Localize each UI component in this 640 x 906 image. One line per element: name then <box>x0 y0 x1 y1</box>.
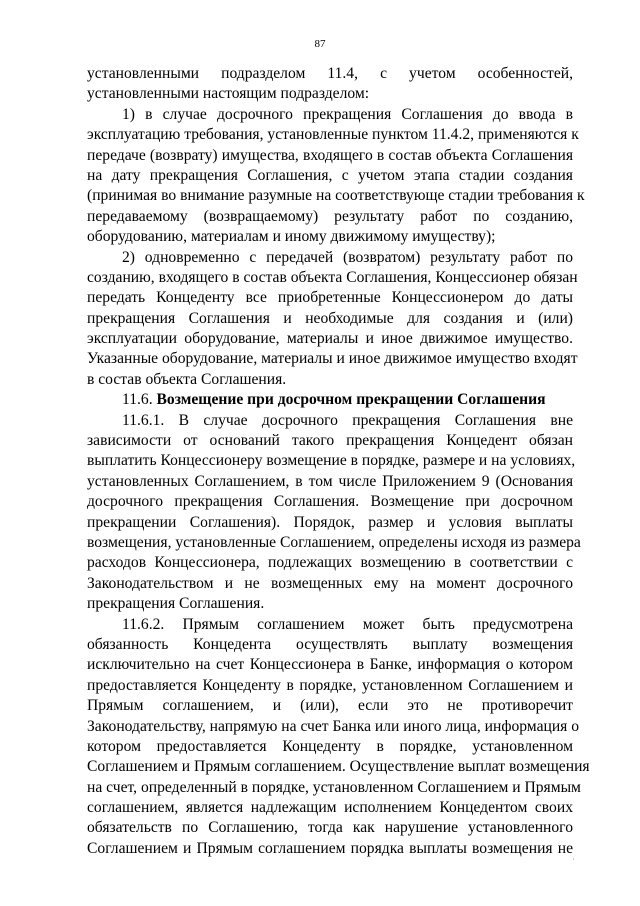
section-number: 11.6. <box>122 391 153 409</box>
text-line: эксплуатацию требования, установленные пунктом 11.4.2, применяются к <box>87 126 579 144</box>
document-body <box>87 64 590 859</box>
text-line: в состав объекта Соглашения. <box>87 370 287 388</box>
text-line: прекращении Соглашения). Порядок, размер и условия выплаты <box>87 513 573 531</box>
text-line: прекращения Соглашения и необходимые для создания и (или) <box>87 309 573 327</box>
text-line: досрочного прекращения Соглашения. Возмещение при досрочном <box>87 493 573 511</box>
text-line: исключительно на счет Концессионера в Банке, информация о котором <box>87 656 573 674</box>
text-line: Прямым соглашением, и (или), если это не противоречит <box>87 697 573 715</box>
text-line: эксплуатации оборудование, материалы и иное движимое имущество. <box>87 330 573 348</box>
text-line: Соглашением и Прямым соглашением. Осуществление выплат возмещения <box>87 758 590 776</box>
section-heading <box>87 390 573 410</box>
page-number: 87 <box>314 38 326 50</box>
text-line: передать Концеденту все приобретенные Концессионером до даты <box>87 289 573 307</box>
scan-mark: · <box>572 855 575 864</box>
text-line: предоставляется Концеденту в порядке, установленном Соглашением и <box>87 676 573 694</box>
text-line: созданию, входящего в состав объекта Соглашения, Концессионер обязан <box>87 268 578 286</box>
text-line: на счет, определенный в порядке, установленном Соглашением и Прямым <box>87 778 581 796</box>
text-line: расходов Концессионера, подлежащих возмещению в соответствии с <box>87 554 573 572</box>
text-line: (принимая во внимание разумные на соответствующе стадии требования к <box>87 187 585 205</box>
text-line: Законодательству, напрямую на счет Банка или иного лица, информация о <box>87 717 580 735</box>
text-line: прекращения Соглашения. <box>87 595 265 613</box>
section-title: Возмещение при досрочном прекращении Соглашения <box>156 391 546 409</box>
text-line: передаче (возврату) имущества, входящего в состав объекта Соглашения <box>87 146 573 164</box>
text-line: зависимости от оснований такого прекращения Концедент обязан <box>87 432 573 450</box>
text-line: 11.6.2. Прямым соглашением может быть предусмотрена <box>122 615 573 633</box>
text-line: возмещения, установленные Соглашением, определены исходя из размера <box>87 533 581 551</box>
text-line: установленных Соглашением, в том числе Приложением 9 (Основания <box>87 472 573 490</box>
text-line: Законодательством и не возмещенных ему на момент досрочного <box>87 574 573 592</box>
text-line: Указанные оборудование, материалы и иное движимое имущество входят <box>87 350 578 368</box>
text-line: 11.6.1. В случае досрочного прекращения Соглашения вне <box>122 411 573 429</box>
text-line: установленными настоящим подразделом: <box>87 85 370 103</box>
text-line: котором предоставляется Концеденту в порядке, установленном <box>87 737 573 755</box>
text-line: Соглашением и Прямым соглашением порядка выплаты возмещения не <box>87 839 573 857</box>
text-line: выплатить Концессионеру возмещение в порядке, размере и на условиях, <box>87 452 576 470</box>
text-line: 2) одновременно с передачей (возвратом) результату работ по <box>122 248 573 266</box>
text-line: 1) в случае досрочного прекращения Соглашения до ввода в <box>122 105 573 123</box>
text-line: оборудованию, материалам и иному движимому имуществу); <box>87 228 496 246</box>
text-line: установленными подразделом 11.4, с учетом особенностей, <box>87 65 573 82</box>
text-line: передаваемому (возвращаемому) результату работ по созданию, <box>87 207 573 225</box>
text-line: соглашением, является надлежащим исполнением Концедентом своих <box>87 799 573 817</box>
text-line: обязанность Концедента осуществлять выплату возмещения <box>87 635 573 653</box>
text-line: обязательств по Соглашению, тогда как нарушение установленного <box>87 819 573 837</box>
text-line: на дату прекращения Соглашения, с учетом этапа стадии создания <box>87 166 573 184</box>
